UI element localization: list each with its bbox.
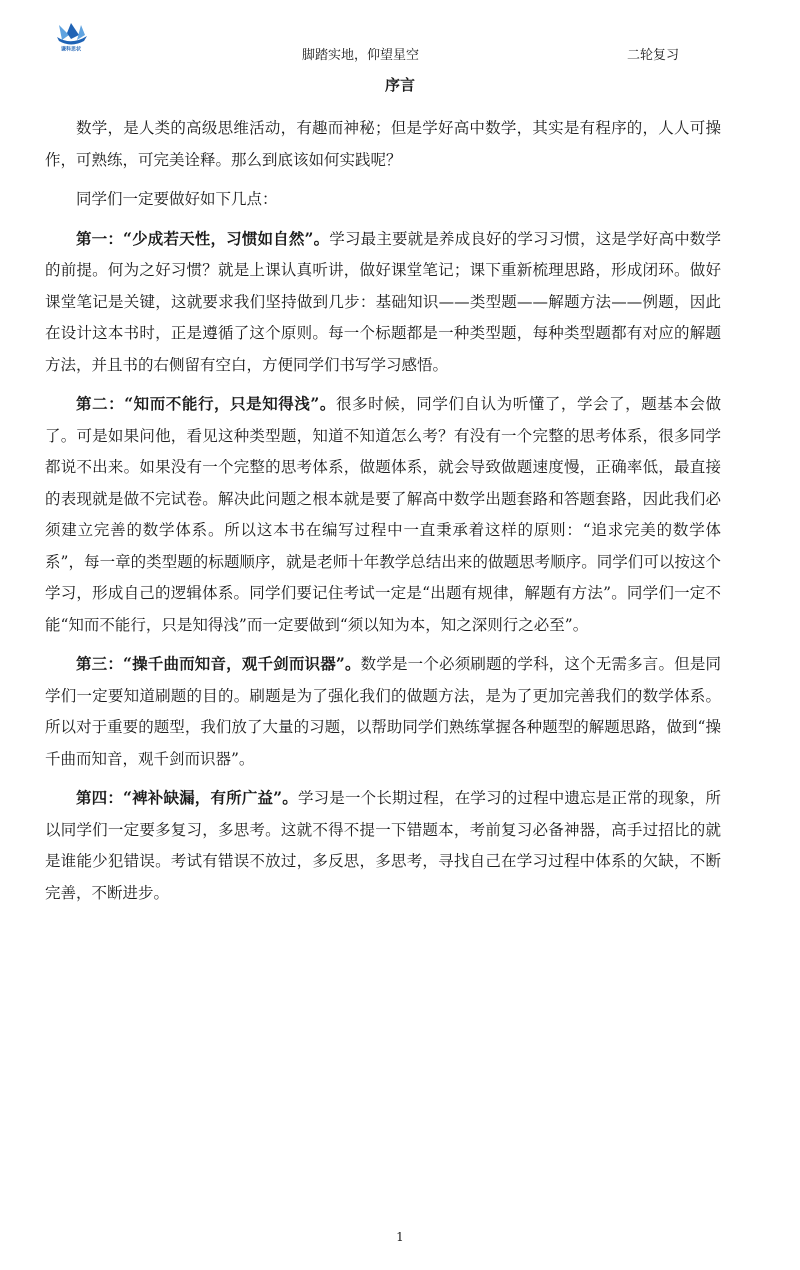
paragraph-text: 很多时候，同学们自认为听懂了，学会了，题基本会做了。可是如果问他，看见这种类型题，知道不知道怎么考？有没有一个完整的思考体系，很多同学都说不出来。如果没有一个完整的思考体系，做题体系，就会导致做题速度慢，正确率低，最直接的表现就是做不完试卷。解决此问题之根本就是要了解高中数学出题套路和答题套路，因此我们必须建立完善的数学体系。所以这本书在编写过程中一直秉承着这样的原则：“追求完美的数学体系”，每一章的类型题的标题顺序，就是老师十年教学总结出来的做题思考顺序。同学们可以按这个学习，形成自己的逻辑体系。同学们要记住考试一定是“出题有规律，解题有方法”。同学们一定不能“知而不能行，只是知得浅”而一定要做到“须以知为本，知之深则行之必至”。 bbox=[45, 395, 721, 634]
header-tag: 二轮复习 bbox=[627, 48, 680, 63]
paragraph-intro bbox=[45, 112, 721, 176]
page-number: 1 bbox=[396, 1230, 404, 1244]
paragraph-point-2 bbox=[45, 388, 721, 641]
paragraph-point-1 bbox=[45, 223, 721, 382]
paragraph-text: 数学，是人类的高级思维活动，有趣而神秘；但是学好高中数学，其实是有程序的，人人可操作，可熟练，可完美诠释。那么到底该如何实践呢？ bbox=[45, 119, 721, 169]
header-motto: 脚踏实地，仰望星空 bbox=[302, 48, 420, 63]
paragraph-text: 学习最主要就是养成良好的学习习惯，这是学好高中数学的前提。何为之好习惯？就是上课认真听讲，做好课堂笔记；课下重新梳理思路，形成闭环。做好课堂笔记是关键，这就要求我们坚持做到几步：基础知识——类型题——解题方法——例题，因此在设计这本书时，正是遵循了这个原则。每一个标题都是一种类型题，每种类型题都有对应的解题方法，并且书的右侧留有空白，方便同学们书写学习感悟。 bbox=[45, 229, 721, 374]
paragraph-text: 同学们一定要做好如下几点： bbox=[76, 190, 278, 208]
page-header bbox=[0, 44, 800, 64]
paragraph-lead: 第三：“操千曲而知音，观千剑而识器”。 bbox=[76, 654, 361, 673]
paragraph-point-3 bbox=[45, 648, 721, 775]
paragraph-lead: 第一：“少成若天性，习惯如自然”。 bbox=[76, 228, 330, 248]
paragraph-text: 学习是一个长期过程，在学习的过程中遗忘是正常的现象，所以同学们一定要多复习，多思考。这就不得不提一下错题本，考前复习必备神器，高手过招比的就是谁能少犯错误。考试有错误不放过，多反思，多思考，寻找自己在学习过程中体系的欠缺，不断完善，不断进步。 bbox=[45, 789, 721, 902]
page-title: 序言 bbox=[384, 76, 415, 94]
logo-text: 谦科思状 bbox=[60, 46, 82, 52]
paragraph-lead: 第二：“知而不能行，只是知得浅”。 bbox=[76, 394, 336, 413]
document-body bbox=[45, 112, 721, 916]
paragraph-points-intro bbox=[45, 183, 721, 216]
paragraph-lead: 第四：“裨补缺漏，有所广益”。 bbox=[76, 788, 298, 807]
paragraph-point-4 bbox=[45, 782, 721, 909]
paragraph-text: 数学是一个必须刷题的学科，这个无需多言。但是同学们一定要知道刷题的目的。刷题是为了强化我们的做题方法，是为了更加完善我们的数学体系。所以对于重要的题型，我们放了大量的习题，以帮助同学们熟练掌握各种题型的解题思路，做到“操千曲而知音，观千剑而识器”。 bbox=[45, 655, 721, 768]
